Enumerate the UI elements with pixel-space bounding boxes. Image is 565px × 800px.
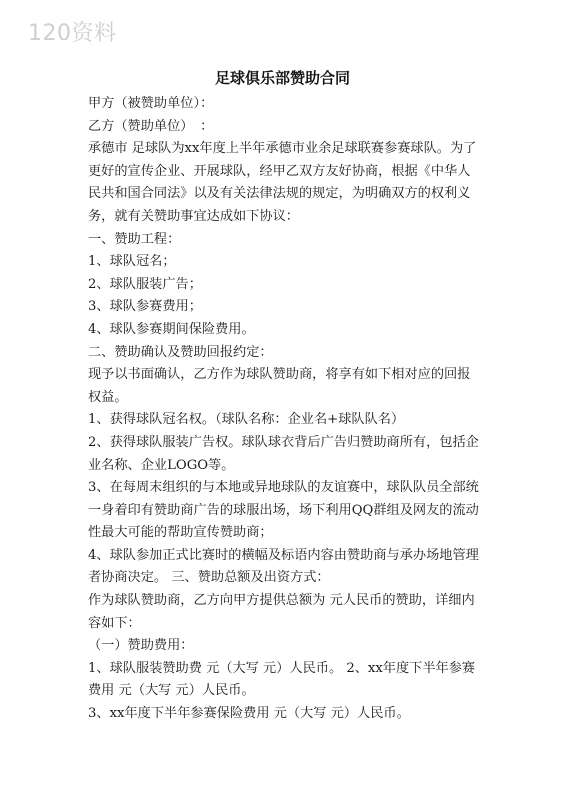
subsection-heading: （一）赞助费用：	[88, 638, 194, 654]
document-body	[88, 93, 483, 726]
body-paragraph: 现予以书面确认，乙方作为球队赞助商，将享有如下相对应的回报权益。	[88, 367, 471, 405]
list-item: 1、球队服装赞助费 元（大写 元）人民币。 2、xx年度下半年参赛费用 元（大写 元）人民币。	[88, 660, 476, 699]
section-heading: 二、赞助确认及赞助回报约定：	[88, 344, 273, 360]
intro-paragraph: 承德市 足球队为xx年度上半年承德市业余足球联赛参赛球队。为了更好的宣传企业、开展球队，经甲乙双方友好协商，根据《中华人民共和国合同法》以及有关法律法规的规定，为明确双方的权利义务，就有关赞助事宜达成如下协议：	[88, 141, 477, 224]
list-item: 4、球队参加正式比赛时的横幅及标语内容由赞助商与承办场地管理者协商决定。 三、赞助总额及出资方式：	[88, 547, 479, 586]
list-item: 3、球队参赛费用；	[88, 299, 202, 315]
list-item: 1、获得球队冠名权。（球队名称：企业名+球队队名）	[88, 412, 405, 428]
party-b-line: 乙方（赞助单位） ：	[88, 118, 214, 134]
body-paragraph: 作为球队赞助商，乙方向甲方提供总额为 元人民币的赞助，详细内容如下：	[88, 593, 475, 631]
watermark: 120资料	[28, 21, 117, 46]
list-item: 1、球队冠名；	[88, 254, 176, 270]
list-item: 4、球队参赛期间保险费用。	[88, 321, 255, 337]
list-item: 2、球队服装广告；	[88, 276, 202, 292]
list-item: 3、在每周末组织的与本地或异地球队的友谊赛中，球队队员全部统一身着印有赞助商广告的球服出场，场下利用QQ群组及网友的流动性最大可能的帮助宣传赞助商；	[88, 480, 479, 541]
list-item: 2、获得球队服装广告权。球队球衣背后广告归赞助商所有，包括企业名称、企业LOGO等。	[88, 434, 479, 473]
section-heading: 一、赞助工程：	[88, 231, 181, 247]
list-item: 3、xx年度下半年参赛保险费用 元（大写 元）人民币。	[88, 706, 410, 722]
document-title: 足球俱乐部赞助合同	[214, 69, 350, 87]
party-a-line: 甲方（被赞助单位）：	[88, 96, 214, 111]
